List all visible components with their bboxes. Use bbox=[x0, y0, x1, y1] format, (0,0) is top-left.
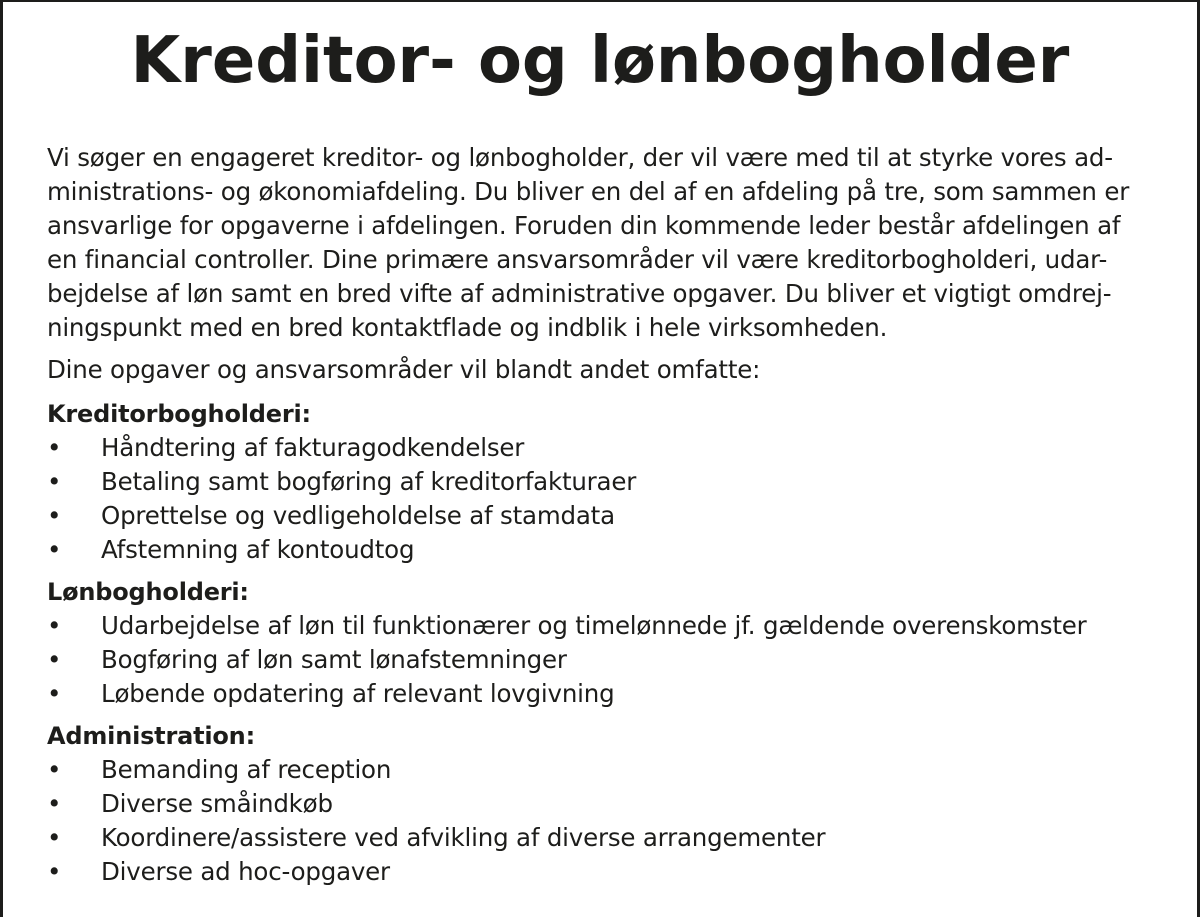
list-item-text: Løbende opdatering af relevant lovgivning bbox=[101, 679, 615, 708]
section-heading: Kreditorbogholderi: bbox=[47, 400, 311, 428]
section-kreditorbogholderi bbox=[47, 397, 1167, 567]
list-item-text: Håndtering af fakturagodkendelser bbox=[101, 433, 525, 462]
list-item bbox=[47, 821, 1167, 855]
bullet-icon: • bbox=[47, 679, 62, 708]
list-item-text: Bemanding af reception bbox=[101, 755, 392, 784]
task-list bbox=[47, 431, 1167, 567]
intro-paragraph bbox=[47, 141, 1167, 345]
section-lonbogholderi bbox=[47, 575, 1167, 711]
bullet-icon: • bbox=[47, 823, 62, 852]
list-item bbox=[47, 609, 1167, 643]
list-item-text: Udarbejdelse af løn til funktionærer og timelønnede jf. gældende overenskomster bbox=[101, 611, 1087, 640]
list-item bbox=[47, 533, 1167, 567]
list-item-text: Bogføring af løn samt lønafstemninger bbox=[101, 645, 567, 674]
list-item-text: Oprettelse og vedligeholdelse af stamdata bbox=[101, 501, 615, 530]
list-item bbox=[47, 643, 1167, 677]
list-item-text: Betaling samt bogføring af kreditorfakturaer bbox=[101, 467, 637, 496]
list-item bbox=[47, 787, 1167, 821]
list-item bbox=[47, 753, 1167, 787]
section-administration bbox=[47, 719, 1167, 889]
tasks-lead-text: Dine opgaver og ansvarsområder vil blandt andet omfatte: bbox=[47, 355, 761, 384]
list-item bbox=[47, 855, 1167, 889]
intro-line: ningspunkt med en bred kontaktflade og indblik i hele virksomheden. bbox=[47, 313, 888, 342]
intro-line: en financial controller. Dine primære ansvarsområder vil være kreditorbogholderi, udar- bbox=[47, 245, 1108, 274]
list-item-text: Koordinere/assistere ved afvikling af diverse arrangementer bbox=[101, 823, 826, 852]
task-list bbox=[47, 753, 1167, 889]
list-item-text: Afstemning af kontoudtog bbox=[101, 535, 415, 564]
intro-line: Vi søger en engageret kreditor- og lønbogholder, der vil være med til at styrke vores ad- bbox=[47, 143, 1113, 172]
bullet-icon: • bbox=[47, 789, 62, 818]
bullet-icon: • bbox=[47, 611, 62, 640]
bullet-icon: • bbox=[47, 755, 62, 784]
bullet-icon: • bbox=[47, 467, 62, 496]
bullet-icon: • bbox=[47, 645, 62, 674]
intro-line: ministrations- og økonomiafdeling. Du bliver en del af en afdeling på tre, som sammen er bbox=[47, 177, 1130, 206]
bullet-icon: • bbox=[47, 535, 62, 564]
list-item bbox=[47, 499, 1167, 533]
intro-line: ansvarlige for opgaverne i afdelingen. Foruden din kommende leder består afdelingen af bbox=[47, 211, 1121, 240]
list-item bbox=[47, 465, 1167, 499]
list-item bbox=[47, 677, 1167, 711]
list-item-text: Diverse småindkøb bbox=[101, 789, 333, 818]
bullet-icon: • bbox=[47, 501, 62, 530]
task-list bbox=[47, 609, 1167, 711]
list-item bbox=[47, 431, 1167, 465]
ad-body bbox=[47, 141, 1167, 889]
section-heading: Lønbogholderi: bbox=[47, 578, 249, 606]
intro-line: bejdelse af løn samt en bred vifte af administrative opgaver. Du bliver et vigtigt omdrej- bbox=[47, 279, 1112, 308]
bullet-icon: • bbox=[47, 857, 62, 886]
list-item-text: Diverse ad hoc-opgaver bbox=[101, 857, 390, 886]
bullet-icon: • bbox=[47, 433, 62, 462]
section-heading: Administration: bbox=[47, 722, 255, 750]
job-title: Kreditor- og lønbogholder bbox=[130, 24, 1070, 98]
